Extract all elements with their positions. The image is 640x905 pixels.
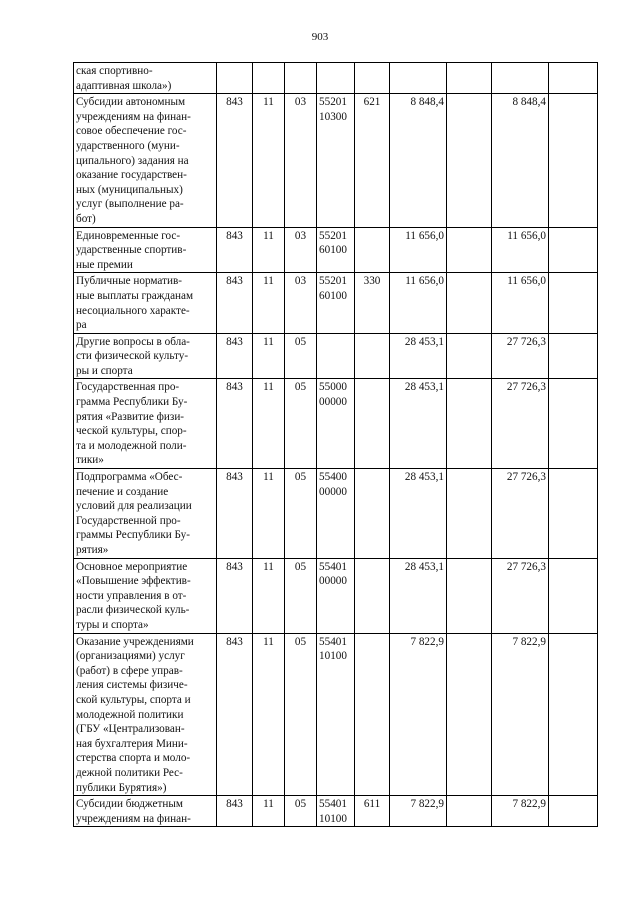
table-row [74, 469, 598, 559]
amount-3-cell: 27 726,3 [492, 333, 549, 379]
cell-line: 55401 [319, 798, 347, 811]
cell-line: ударственного (муни- [76, 139, 180, 152]
cell-line: 00000 [319, 485, 347, 498]
cell-line: ской культуры, спорта и [76, 693, 191, 706]
item-name-cell [74, 633, 217, 796]
subsection-code-cell: 05 [285, 633, 317, 796]
amount-4-cell [549, 273, 598, 333]
cell-line: ных (муниципальных) [76, 183, 183, 196]
expense-type-cell [355, 227, 390, 273]
cell-line: Оказание учреждениями [76, 635, 194, 648]
amount-2-cell [447, 333, 492, 379]
amount-4-cell [549, 469, 598, 559]
cell-line: 00000 [319, 396, 347, 409]
subsection-code-cell: 05 [285, 469, 317, 559]
expense-type-cell [355, 63, 390, 94]
cell-line: печение и создание [76, 485, 169, 498]
cell-line: Основное мероприятие [76, 560, 188, 573]
cell-line: туры и спорта» [76, 618, 149, 631]
cell-line: условий для реализации [76, 500, 192, 513]
cell-line: публики Бурятия») [76, 781, 167, 794]
amount-1-cell: 28 453,1 [390, 379, 447, 469]
amount-4-cell [549, 796, 598, 827]
section-code-cell: 11 [253, 379, 285, 469]
cell-line: 55201 [319, 275, 347, 288]
cell-line: Другие вопросы в обла- [76, 335, 190, 348]
budget-table [73, 62, 598, 827]
amount-1-cell: 8 848,4 [390, 94, 447, 227]
cell-line: 10300 [319, 110, 347, 123]
amount-4-cell [549, 633, 598, 796]
expense-type-cell [355, 469, 390, 559]
cell-line: Подпрограмма «Обес- [76, 471, 183, 484]
ministry-code-cell: 843 [217, 273, 253, 333]
item-name-cell [74, 558, 217, 633]
amount-2-cell [447, 94, 492, 227]
cell-line: ры и спорта [76, 364, 133, 377]
table-row [74, 796, 598, 827]
cell-line: молодежной политики [76, 708, 184, 721]
cell-line: 55201 [319, 229, 347, 242]
cell-line: стерства спорта и моло- [76, 752, 191, 765]
expense-type-cell [355, 333, 390, 379]
target-article-cell [317, 558, 355, 633]
target-article-cell [317, 633, 355, 796]
cell-line: услуг (выполнение ра- [76, 198, 184, 211]
amount-2-cell [447, 469, 492, 559]
page-number: 903 [311, 31, 329, 43]
cell-line: ческой культуры, спор- [76, 425, 187, 438]
cell-line: 10100 [319, 650, 347, 663]
item-name-cell [74, 94, 217, 227]
cell-line: дежной политики Рес- [76, 766, 183, 779]
amount-1-cell: 7 822,9 [390, 796, 447, 827]
cell-line: Субсидии автономным [76, 96, 186, 109]
amount-2-cell [447, 379, 492, 469]
cell-line: 60100 [319, 244, 347, 257]
amount-1-cell: 28 453,1 [390, 558, 447, 633]
cell-line: Субсидии бюджетным [76, 798, 183, 811]
amount-2-cell [447, 796, 492, 827]
cell-line: ципального) задания на [76, 154, 189, 167]
amount-4-cell [549, 94, 598, 227]
amount-3-cell: 11 656,0 [492, 227, 549, 273]
item-name-cell [74, 379, 217, 469]
amount-4-cell [549, 227, 598, 273]
ministry-code-cell [217, 63, 253, 94]
amount-2-cell [447, 227, 492, 273]
amount-4-cell [549, 558, 598, 633]
amount-3-cell [492, 63, 549, 94]
target-article-cell [317, 273, 355, 333]
amount-3-cell: 27 726,3 [492, 379, 549, 469]
subsection-code-cell: 03 [285, 94, 317, 227]
cell-line: несоциального характе- [76, 304, 190, 317]
cell-line: грамма Республики Бу- [76, 396, 188, 409]
cell-line: сти физической культу- [76, 350, 189, 363]
section-code-cell: 11 [253, 333, 285, 379]
amount-2-cell [447, 558, 492, 633]
cell-line: ления системы физиче- [76, 679, 188, 692]
item-name-cell [74, 273, 217, 333]
subsection-code-cell: 05 [285, 796, 317, 827]
amount-1-cell: 11 656,0 [390, 227, 447, 273]
amount-1-cell: 28 453,1 [390, 469, 447, 559]
table-row [74, 63, 598, 94]
section-code-cell: 11 [253, 469, 285, 559]
cell-line: 55000 [319, 381, 347, 394]
expense-type-cell [355, 558, 390, 633]
expense-type-cell: 330 [355, 273, 390, 333]
cell-line: расли физической куль- [76, 604, 190, 617]
amount-3-cell: 27 726,3 [492, 558, 549, 633]
cell-line: 60100 [319, 289, 347, 302]
cell-line: Государственной про- [76, 514, 181, 527]
cell-line: учреждениям на финан- [76, 110, 191, 123]
cell-line: 55401 [319, 560, 347, 573]
cell-line: (работ) в сфере управ- [76, 664, 183, 677]
amount-1-cell: 11 656,0 [390, 273, 447, 333]
amount-2-cell [447, 273, 492, 333]
cell-line: ности управления в от- [76, 589, 187, 602]
cell-line: 10100 [319, 812, 347, 825]
cell-line: ные премии [76, 258, 133, 271]
table-row [74, 379, 598, 469]
amount-4-cell [549, 333, 598, 379]
subsection-code-cell [285, 63, 317, 94]
cell-line: (ГБУ «Централизован- [76, 723, 185, 736]
cell-line: ные выплаты гражданам [76, 289, 194, 302]
table-row [74, 227, 598, 273]
cell-line: ская спортивно- [76, 65, 153, 77]
table-row [74, 333, 598, 379]
cell-line: бот) [76, 212, 96, 225]
ministry-code-cell: 843 [217, 469, 253, 559]
cell-line: Единовременные гос- [76, 229, 181, 242]
budget-table-body [74, 63, 598, 827]
ministry-code-cell: 843 [217, 633, 253, 796]
cell-line: Государственная про- [76, 381, 180, 394]
amount-2-cell [447, 633, 492, 796]
cell-line: 55201 [319, 96, 347, 109]
subsection-code-cell: 05 [285, 558, 317, 633]
section-code-cell: 11 [253, 273, 285, 333]
item-name-cell [74, 63, 217, 94]
amount-3-cell: 8 848,4 [492, 94, 549, 227]
subsection-code-cell: 03 [285, 273, 317, 333]
cell-line: 55401 [319, 635, 347, 648]
cell-line: учреждениям на финан- [76, 812, 191, 825]
cell-line: оказание государствен- [76, 169, 187, 182]
target-article-cell [317, 63, 355, 94]
cell-line: рятия» [76, 544, 109, 556]
subsection-code-cell: 05 [285, 333, 317, 379]
table-row [74, 633, 598, 796]
item-name-cell [74, 333, 217, 379]
section-code-cell: 11 [253, 633, 285, 796]
section-code-cell: 11 [253, 558, 285, 633]
subsection-code-cell: 05 [285, 379, 317, 469]
amount-1-cell: 28 453,1 [390, 333, 447, 379]
cell-line: рятия «Развитие физи- [76, 410, 185, 423]
table-row [74, 94, 598, 227]
cell-line: граммы Республики Бу- [76, 529, 191, 542]
ministry-code-cell: 843 [217, 558, 253, 633]
cell-line: «Повышение эффектив- [76, 575, 191, 588]
amount-1-cell [390, 63, 447, 94]
ministry-code-cell: 843 [217, 333, 253, 379]
target-article-cell [317, 94, 355, 227]
ministry-code-cell: 843 [217, 379, 253, 469]
cell-line: тики» [76, 454, 104, 467]
cell-line: адаптивная школа») [76, 79, 172, 92]
cell-line: ра [76, 319, 87, 332]
expense-type-cell: 621 [355, 94, 390, 227]
cell-line: 00000 [319, 575, 347, 588]
section-code-cell: 11 [253, 94, 285, 227]
cell-line: ударственные спортив- [76, 244, 187, 257]
cell-line: ная бухгалтерия Мини- [76, 737, 188, 750]
cell-line: (организациями) услуг [76, 650, 185, 663]
amount-3-cell: 7 822,9 [492, 796, 549, 827]
section-code-cell: 11 [253, 227, 285, 273]
cell-line: Публичные норматив- [76, 275, 182, 288]
ministry-code-cell: 843 [217, 94, 253, 227]
amount-3-cell: 27 726,3 [492, 469, 549, 559]
cell-line: 55400 [319, 471, 347, 484]
subsection-code-cell: 03 [285, 227, 317, 273]
amount-4-cell [549, 379, 598, 469]
amount-1-cell: 7 822,9 [390, 633, 447, 796]
expense-type-cell [355, 379, 390, 469]
amount-4-cell [549, 63, 598, 94]
expense-type-cell: 611 [355, 796, 390, 827]
item-name-cell [74, 227, 217, 273]
section-code-cell [253, 63, 285, 94]
item-name-cell [74, 469, 217, 559]
cell-line: совое обеспечение гос- [76, 125, 187, 138]
ministry-code-cell: 843 [217, 227, 253, 273]
amount-3-cell: 7 822,9 [492, 633, 549, 796]
ministry-code-cell: 843 [217, 796, 253, 827]
target-article-cell [317, 333, 355, 379]
target-article-cell [317, 469, 355, 559]
item-name-cell [74, 796, 217, 827]
section-code-cell: 11 [253, 796, 285, 827]
expense-type-cell [355, 633, 390, 796]
amount-2-cell [447, 63, 492, 94]
target-article-cell [317, 227, 355, 273]
target-article-cell [317, 379, 355, 469]
amount-3-cell: 11 656,0 [492, 273, 549, 333]
table-row [74, 558, 598, 633]
table-row [74, 273, 598, 333]
cell-line: та и молодежной поли- [76, 439, 187, 452]
target-article-cell [317, 796, 355, 827]
